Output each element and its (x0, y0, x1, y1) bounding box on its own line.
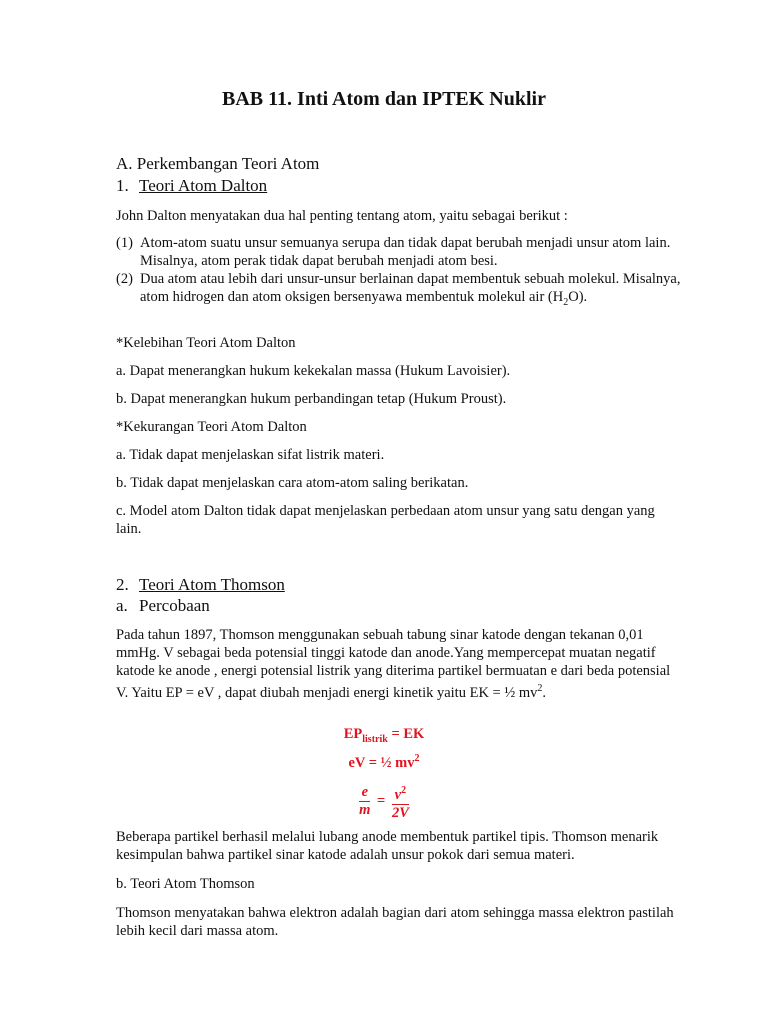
thomson-sub-b: b. Teori Atom Thomson (116, 876, 255, 892)
fraction-e-m: $\frac{e}{m}$ (359, 784, 371, 819)
page-title: BAB 11. Inti Atom dan IPTEK Nuklir (222, 88, 546, 110)
section-a-heading: A. Perkembangan Teori Atom (116, 154, 320, 173)
sub-a-number: a. (116, 596, 128, 615)
kelebihan-heading: *Kelebihan Teori Atom Dalton (116, 335, 296, 351)
thomson-heading-text: Teori Atom Thomson (139, 575, 285, 594)
thomson-sub-a (116, 596, 210, 616)
dalton-number: 1. (116, 176, 129, 195)
formula-e-over-m: $\frac{e}{m}$ = $\frac{v^2}{2V}$ (0, 782, 768, 822)
kelebihan-item-a: a. Dapat menerangkan hukum kekekalan massa (Hukum Lavoisier). (116, 363, 511, 379)
dalton-heading (116, 176, 267, 196)
thomson-heading (116, 575, 285, 595)
sub-a-text: Percobaan (139, 596, 210, 615)
formula-ev: eV = ½ $mv^2$ (348, 753, 420, 771)
point-text: Dua atom atau lebih dari unsur-unsur berlainan dapat membentuk sebuah molekul. Misalnya, atom hidrogen dan atom oksigen bersenyawa membentuk molekul air $(H_2O)$. (140, 271, 681, 308)
point-number: (1) (116, 235, 133, 251)
thomson-paragraph-1: Pada tahun 1897, Thomson menggunakan sebuah tabung sinar katode dengan tekanan 0,01 mmHg. V sebagai beda potensial tinggi katode dan anode.Yang mempercepat muatan negatif katode ke anode , energi potensial listrik yang diterima partikel bermuatan e dari beda potensial V. Yaitu EP = eV , dapat diubah menjadi energi kinetik yaitu EK = ½ $mv^2$. (116, 627, 671, 701)
formula-ep-ek: $EP_{listrik}$ = EK (343, 726, 425, 745)
dalton-point-2 (116, 270, 681, 312)
dalton-heading-text: Teori Atom Dalton (139, 176, 268, 195)
thomson-number: 2. (116, 575, 129, 594)
kekurangan-item-b: b. Tidak dapat menjelaskan cara atom-atom saling berikatan. (116, 475, 469, 491)
kekurangan-item-a: a. Tidak dapat menjelaskan sifat listrik materi. (116, 447, 385, 463)
dalton-intro: John Dalton menyatakan dua hal penting tentang atom, yaitu sebagai berikut : (116, 208, 568, 224)
thomson-paragraph-3: Thomson menyatakan bahwa elektron adalah bagian dari atom sehingga massa elektron pastilah lebih kecil dari massa atom. (116, 905, 674, 939)
kelebihan-item-b: b. Dapat menerangkan hukum perbandingan tetap (Hukum Proust). (116, 391, 507, 407)
kekurangan-heading: *Kekurangan Teori Atom Dalton (116, 419, 307, 435)
thomson-paragraph-2: Beberapa partikel berhasil melalui lubang anode membentuk partikel tipis. Thomson menarik kesimpulan bahwa partikel sinar katode adalah unsur pokok dari semua materi. (116, 829, 659, 863)
point-number: (2) (116, 271, 133, 287)
dalton-point-1 (116, 234, 681, 270)
fraction-v2-2v: $\frac{v^2}{2V}$ (392, 782, 409, 822)
point-text: Atom-atom suatu unsur semuanya serupa dan tidak dapat berubah menjadi unsur atom lain. Misalnya, atom perak tidak dapat berubah menjadi atom besi. (140, 235, 671, 269)
kekurangan-item-c: c. Model atom Dalton tidak dapat menjelaskan perbedaan atom unsur yang satu dengan yang lain. (116, 503, 655, 537)
